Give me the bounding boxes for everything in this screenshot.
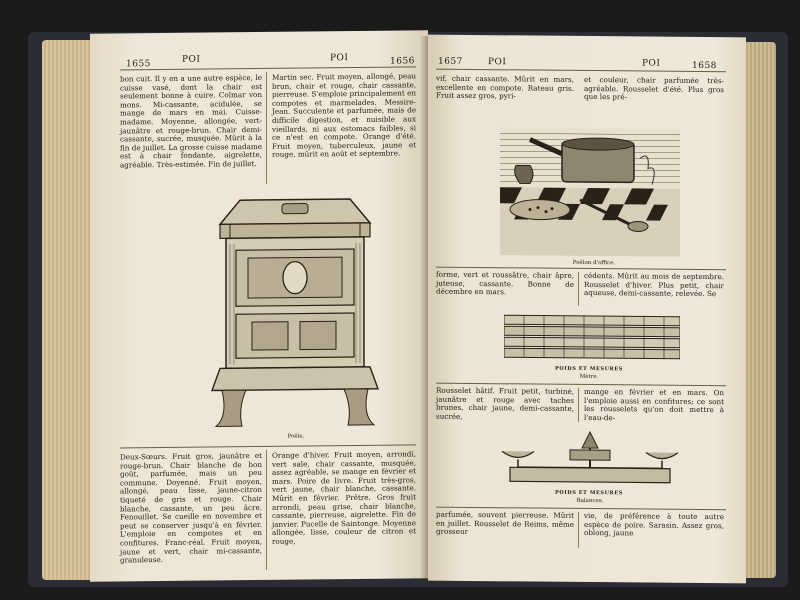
balance-scale-illustration xyxy=(500,423,680,487)
text-column-right-mid: cédents. Mûrit au mois de septembre. Rousselet d'hiver. Plus petit, chair aqueuse, demi-cassante, relevée. Se xyxy=(584,270,724,299)
column-rule xyxy=(578,388,579,422)
text-column-left-mid: forme, vert et roussâtre, chair âpre, juteuse, cassante. Bonne de décembre en mars. xyxy=(436,269,574,297)
column-rule xyxy=(578,512,579,548)
figure-caption: Poêlon d'office. xyxy=(572,259,616,267)
running-head: POI xyxy=(330,53,349,64)
figure-title: POIDS ET MESURES xyxy=(555,365,623,373)
open-book xyxy=(28,18,788,590)
pan-illustration xyxy=(500,127,680,257)
stove-illustration xyxy=(200,193,390,431)
text-column-left-top: bon cuit. Il y en a une autre espèce, le cuisse vasé, dont la chair est seulement bonne à cuire. Colmar von mons. Mi-cassante, acidulée, se mange de mars en mai. Cuisse-madame. Moyenne, allongée, vert-jaunâtre et rouge-brun. Chair demi-cassante, sucrée, musquée. Mûrit à la fin de juillet. La grosse cuisse madame est à chair fondante, aigrelette, agréable. Très-estimée. Fin de juillet. xyxy=(120,72,262,170)
page-number: 1657 xyxy=(438,56,463,67)
header-rule xyxy=(436,69,726,73)
figure-title: POIDS ET MESURES xyxy=(555,489,623,497)
page-number: 1656 xyxy=(390,56,415,67)
right-page xyxy=(428,35,746,584)
text-column-left-bottom: parfumée, souvent pierreuse. Mûrit en juillet. Rousselet de Reims, même grosseur xyxy=(436,509,574,537)
running-head: POI xyxy=(642,58,661,69)
text-column-right-top: Martin sec. Fruit moyen, allongé, peau brun, chair et rouge, chair cassante, pierreuse. S'emploie principalement en compotes et marmelades. Messire-Jean. Succulente et parfumée, mais de difficile digestion, et nuisible aux vieillards, ni aux estomacs faibles, si ce n'est en compote. Orange d'été. Fruit moyen, tuberculeux, jaune et rouge, mûrit en août et septembre. xyxy=(272,71,416,160)
figure-caption: Poêle. xyxy=(287,433,305,440)
column-rule xyxy=(266,72,267,184)
text-column-right-bottom: vie, de préférence à toute autre espèce de poire. Sarasin. Assez gros, oblong, jaune xyxy=(584,510,724,538)
text-column-right-low: mange en février et en mars. On l'emploie aussi en confitures; ce sont les rousselets qu'on doit mettre à l'eau-de- xyxy=(584,386,724,423)
figure-caption: Balances. xyxy=(576,497,604,505)
folding-ruler-illustration xyxy=(504,313,680,361)
section-rule xyxy=(120,444,416,448)
text-column-left-low: Rousselet hâtif. Fruit petit, turbiné, jaunâtre et rouge avec taches brunes, chair jaune, demi-cassante, sucrée, xyxy=(436,385,574,421)
running-head: POI xyxy=(182,54,201,65)
text-column-left-bottom: Deux-Sœurs. Fruit gros, jaunâtre et rouge-brun. Chair blanche de bon goût, parfumée, mais un peu commune. Doyenné. Fruit moyen, allongé, peau lisse, jaune-citron tiqueté de gris et rouge. Chair blanche, cassante, un peu âcre. Fenouillet. Se cueille en novembre et peut se conserver jusqu'à en février. L'emploie en compotes et en confitures. Franc-réal. Fruit moyen, jaune et vert, chair mi-cassante, granuleuse. xyxy=(120,450,262,565)
text-column-right-top: et couleur, chair parfumée très-agréable. Rousselet d'été. Plus gros que les pré- xyxy=(584,74,724,102)
figure-caption: Mètre. xyxy=(579,373,599,381)
column-rule xyxy=(578,272,579,306)
header-rule xyxy=(120,66,416,70)
running-head: POI xyxy=(488,57,507,68)
column-rule xyxy=(266,450,267,570)
page-number: 1655 xyxy=(126,59,151,70)
text-column-right-bottom: Orange d'hiver. Fruit moyen, arrondi, vert sale, chair cassante, musquée, assez agréable, se mange en février et mars. Poire de livre. Fruit très-gros, vert jaune, chair blanche, cassante. Mûrit en février. Prêtre. Gros fruit arrondi, peau grise, chair blanche, cassante, pierreuse, aigrelette. Fin de janvier. Pucelle de Saintonge. Moyenne allongée, lisse, couleur de citron et rouge, xyxy=(272,449,416,546)
text-column-left-top: vif, chair cassante. Mûrit en mars, excellente en compote. Rateau gris. Fruit assez gros, pyri- xyxy=(436,73,574,101)
left-page xyxy=(90,30,428,582)
page-number: 1658 xyxy=(692,60,717,72)
